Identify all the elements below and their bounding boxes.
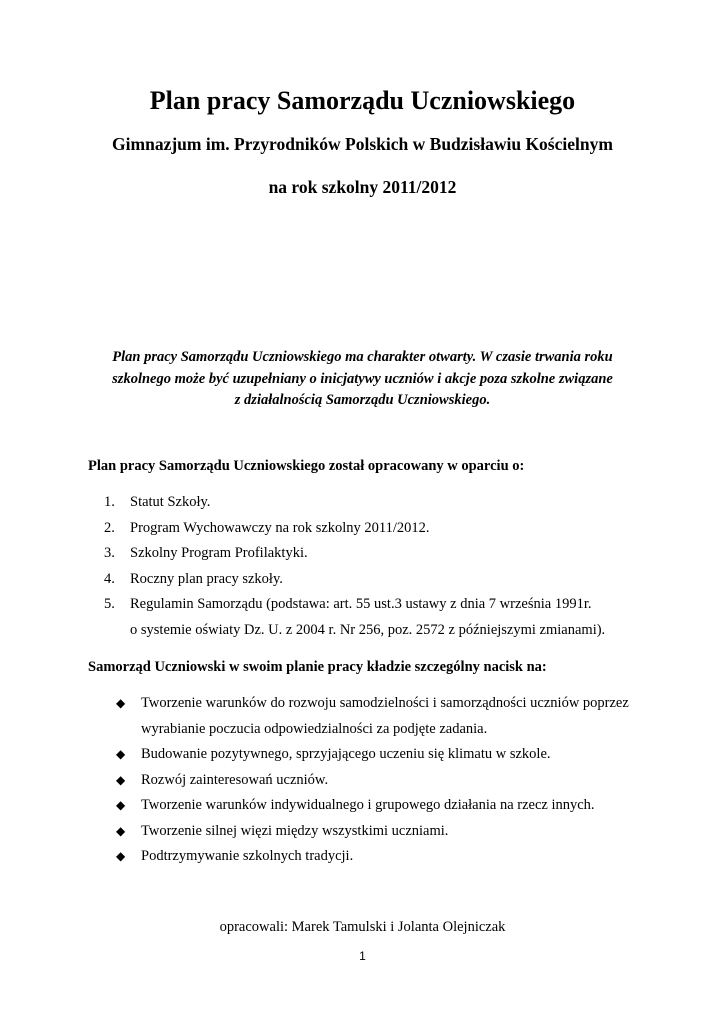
list-item	[104, 541, 605, 567]
list-item-text: Tworzenie warunków indywidualnego i grupowego działania na rzecz innych.	[141, 797, 595, 813]
list-item	[116, 844, 629, 870]
list-item-text: Roczny plan pracy szkoły.	[130, 570, 283, 587]
black-diamond-icon: ◆	[116, 747, 126, 761]
black-diamond-icon: ◆	[116, 849, 126, 863]
school-name: Gimnazjum im. Przyrodników Polskich w Budzisławiu Kościelnym	[112, 134, 613, 154]
list-item-text: Program Wychowawczy na rok szkolny 2011/2012.	[130, 519, 430, 536]
list-item	[104, 516, 605, 542]
list-item-continuation: wyrabianie poczucia odpowiedzialności za podjęte zadania.	[141, 720, 488, 737]
list-item	[104, 567, 605, 593]
list-item-text: Podtrzymywanie szkolnych tradycji.	[141, 848, 354, 864]
focus-heading: Samorząd Uczniowski w swoim planie pracy kładzie szczególny nacisk na:	[88, 659, 547, 675]
list-item-number: 2.	[104, 519, 115, 536]
basis-list	[104, 490, 605, 643]
intro-line: szkolnego może być uzupełniany o inicjatywy uczniów i akcje poza szkolne związane	[112, 370, 613, 387]
list-item-text: Tworzenie silnej więzi między wszystkimi uczniami.	[141, 822, 449, 839]
intro-line: Plan pracy Samorządu Uczniowskiego ma charakter otwarty. W czasie trwania roku	[112, 349, 613, 365]
black-diamond-icon: ◆	[116, 772, 126, 787]
intro-line: z działalnością Samorządu Uczniowskiego.	[234, 392, 491, 408]
list-item-text: Rozwój zainteresowań uczniów.	[141, 771, 329, 788]
list-item	[116, 691, 629, 717]
list-item-text: Szkolny Program Profilaktyki.	[130, 545, 308, 561]
focus-list	[116, 691, 629, 870]
list-item	[104, 592, 605, 618]
basis-heading: Plan pracy Samorządu Uczniowskiego został opracowany w oparciu o:	[88, 458, 525, 474]
page-number: 1	[359, 949, 366, 963]
list-item-text: Tworzenie warunków do rozwoju samodzielności i samorządności uczniów poprzez	[141, 695, 629, 711]
list-item	[116, 793, 629, 819]
list-item	[116, 742, 629, 768]
list-item-text: Budowanie pozytywnego, sprzyjającego uczeniu się klimatu w szkole.	[141, 746, 551, 762]
black-diamond-icon: ◆	[116, 696, 126, 710]
list-item-number: 4.	[104, 570, 115, 587]
list-item-text: Regulamin Samorządu (podstawa: art. 55 ust.3 ustawy z dnia 7 września 1991r.	[130, 596, 592, 612]
page-title: Plan pracy Samorządu Uczniowskiego	[149, 86, 576, 115]
black-diamond-icon: ◆	[116, 823, 126, 838]
black-diamond-icon: ◆	[116, 798, 126, 812]
list-item-number: 5.	[104, 596, 115, 612]
list-item	[116, 768, 629, 794]
list-item	[116, 819, 629, 845]
list-item-number: 1.	[104, 494, 115, 510]
school-year: na rok szkolny 2011/2012	[268, 177, 457, 197]
list-item-continuation: o systemie oświaty Dz. U. z 2004 r. Nr 256, poz. 2572 z późniejszymi zmianami).	[130, 621, 606, 638]
list-item-text: Statut Szkoły.	[130, 494, 211, 510]
list-item-number: 3.	[104, 545, 115, 561]
intro-paragraph	[96, 347, 629, 412]
signature: opracowali: Marek Tamulski i Jolanta Olejniczak	[219, 919, 506, 935]
list-item	[104, 490, 605, 516]
